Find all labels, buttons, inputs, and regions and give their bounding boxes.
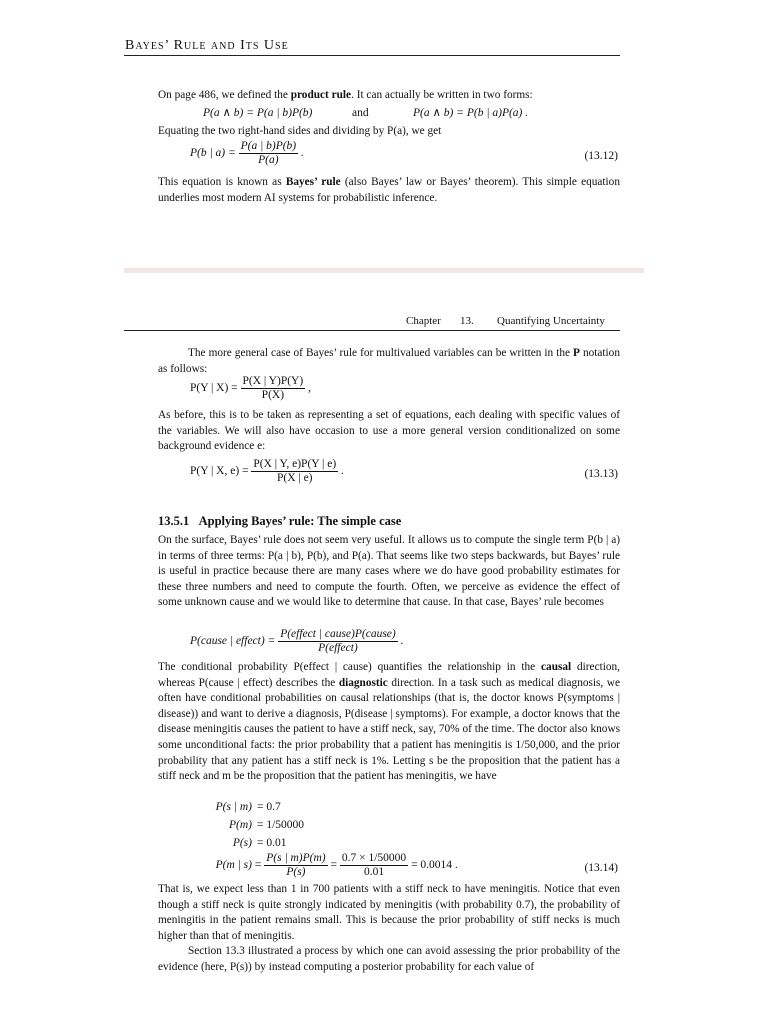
product-rule-form-left: P(a ∧ b) = P(a | b)P(b)	[203, 107, 313, 119]
running-head: Bayes’ Rule and Its Use	[125, 38, 289, 53]
chapter-label: Chapter	[406, 315, 441, 327]
page-separator	[124, 268, 644, 273]
as-before-paragraph: As before, this is to be taken as representing a set of equations, each dealing with specific values of the variables. We will also have occasion to use a more general version conditionalized on some background evidence e:	[158, 409, 620, 453]
equating-text: Equating the two right-hand sides and dividing by P(a), we get	[158, 125, 442, 137]
conditional-paragraph: The conditional probability P(effect | cause) quantifies the relationship in the causal direction, whereas P(cause | effect) describes the diagnostic direction. In a task such as medical diagnosis, we often have conditional probabilities on causal relationships (that is, the doctor knows P(symptoms | disease)) and want to derive a diagnosis, P(disease | symptoms). For example, a doctor knows that the disease meningitis causes the patient to have a stiff neck, say, 70% of the time. The doctor also knows some unconditional facts: the prior probability that a patient has meningitis is 1/50,000, and the prior probability that any patient has a stiff neck is 1%. Letting s be the proposition that the patient has a stiff neck and m be the proposition that the patient has meningitis, we have	[158, 661, 620, 783]
product-rule-and: and	[352, 107, 369, 119]
equation-cause-effect: P(cause | effect) = $\frac{\text{P(effect | cause)P(cause)}}{\text{P(effect)}}$ .	[190, 628, 404, 654]
section-heading: 13.5.1 Applying Bayes’ rule: The simple case	[158, 514, 402, 528]
eq-line-2-lhs: P(m)	[229, 819, 252, 831]
eq-line-1-rhs: = 0.7	[257, 801, 281, 813]
head-rule	[124, 55, 620, 56]
eq-line-3-lhs: P(s)	[232, 837, 252, 849]
section-13-3-paragraph: Section 13.3 illustrated a process by which one can avoid assessing the prior probability of the evidence (here, P(s)) by instead computing a posterior probability for each value of	[158, 945, 620, 973]
eq-line-1-lhs: P(s | m)	[215, 801, 252, 813]
equation-13-12: P(b | a) = $\frac{P(a | b)P(b)}{P(a)}$ .	[190, 140, 304, 166]
product-rule-form-right: P(a ∧ b) = P(b | a)P(a) .	[413, 107, 529, 119]
bayes-rule-paragraph: This equation is known as Bayes’ rule (also Bayes’ law or Bayes’ theorem). This simple equation underlies most modern AI systems for probabilistic inference.	[158, 176, 620, 204]
equation-13-13: P(Y | X, e) = $\frac{P(X | Y, e)P(Y | e)}{P(X | e)}$ .	[190, 458, 344, 484]
eq-line-3-rhs: = 0.01	[257, 837, 287, 849]
general-case-paragraph: The more general case of Bayes’ rule for multivalued variables can be written in the P notation as follows:	[158, 347, 620, 375]
equation-number: (13.12)	[584, 150, 618, 162]
chapter-number: 13.	[460, 315, 474, 327]
chapter-rule	[124, 330, 620, 331]
intro-paragraph: On page 486, we defined the product rule. It can actually be written in two forms:	[158, 89, 533, 101]
that-is-paragraph: That is, we expect less than 1 in 700 patients with a stiff neck to have meningitis. Notice that even though a stiff neck is quite strongly indicated by meningitis (with probability 0.7), the probability of meningitis in the patient remains small. This is because the prior probability of stiff necks is much higher than that of meningitis.	[158, 883, 620, 942]
equation-number-13-13: (13.13)	[584, 468, 618, 480]
eq-line-2-rhs: = 1/50000	[257, 819, 305, 831]
surface-paragraph: On the surface, Bayes’ rule does not seem very useful. It allows us to compute the single term P(b | a) in terms of three terms: P(a | b), P(b), and P(a). That seems like two steps backwards, but Bayes’ rule is useful in practice because there are many cases where we do have good probability estimates for these three numbers and need to compute the fourth. Often, we perceive as evidence the effect of some unknown cause and we would like to determine that cause. In that case, Bayes’ rule becomes	[158, 534, 620, 609]
equation-bold-p: P(Y | X) = $\frac{P(X | Y)P(Y)}{P(X)}$ ,	[190, 375, 311, 401]
chapter-title: Quantifying Uncertainty	[497, 315, 605, 327]
equation-number-13-14: (13.14)	[584, 862, 618, 874]
equation-13-14: P(m | s) = $\frac{P(s | m)P(m)}{P(s)}$ = $\frac{0.7 \times 1/50000}{0.01}$ = 0.0014 .	[215, 852, 458, 878]
